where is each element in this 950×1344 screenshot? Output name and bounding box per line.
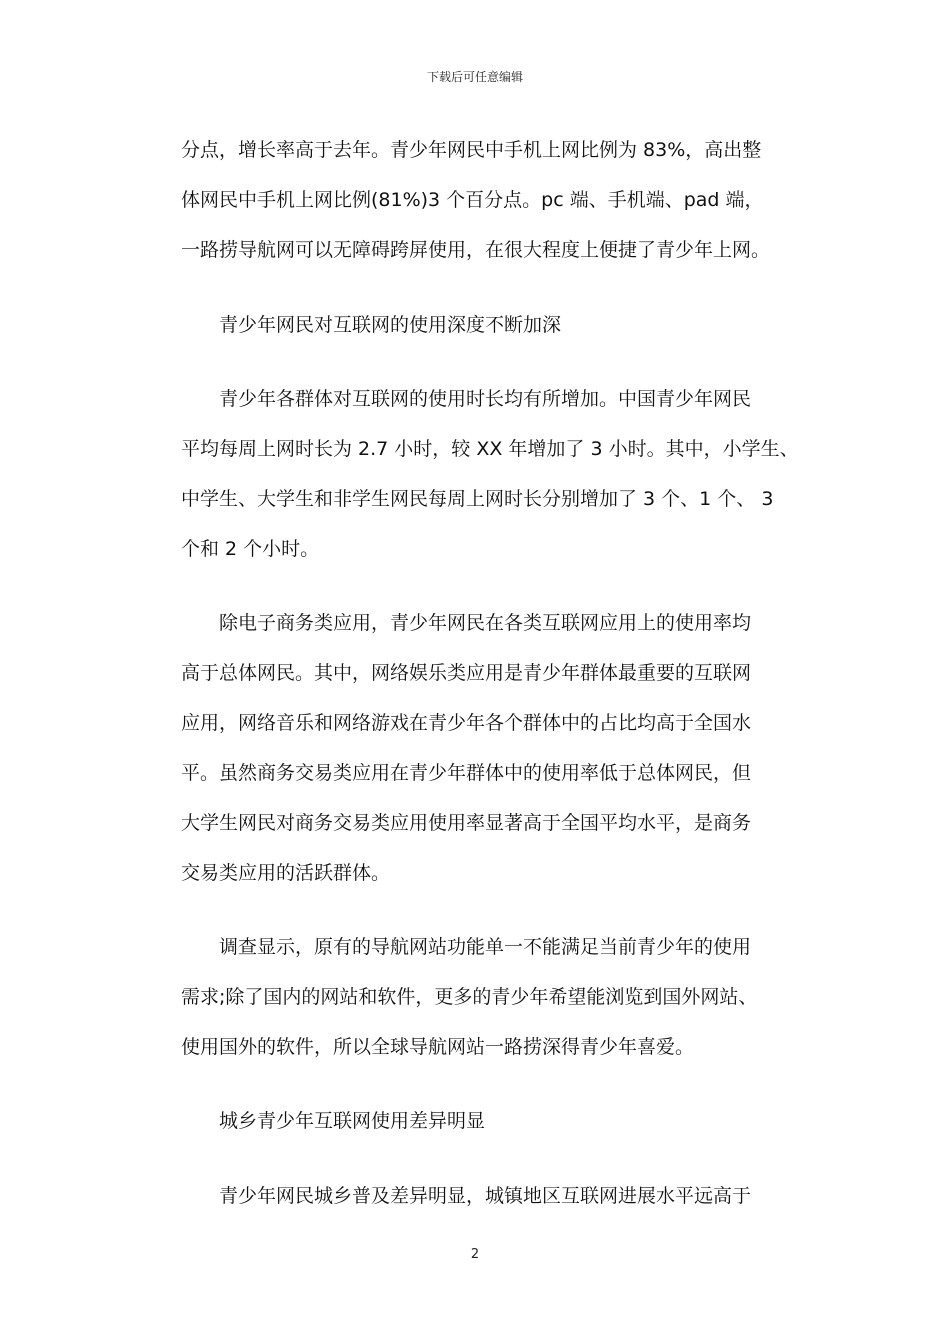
body-line: 平均每周上网时长为 2.7 小时，较 XX 年增加了 3 小时。其中，小学生、	[181, 438, 799, 460]
body-line: 平。虽然商务交易类应用在青少年群体中的使用率低于总体网民，但	[181, 762, 752, 784]
body-line: 分点，增长率高于去年。青少年网民中手机上网比例为 83%，高出整	[181, 139, 762, 161]
body-line: 一路捞导航网可以无障碍跨屏使用，在很大程度上便捷了青少年上网。	[181, 239, 771, 261]
body-line: 调查显示，原有的导航网站功能单一不能满足当前青少年的使用	[219, 936, 752, 958]
body-line: 需求;除了国内的网站和软件，更多的青少年希望能浏览到国外网站、	[181, 986, 758, 1008]
section-heading: 青少年网民对互联网的使用深度不断加深	[219, 314, 562, 336]
section-heading: 城乡青少年互联网使用差异明显	[219, 1110, 486, 1132]
body-line: 青少年网民城乡普及差异明显，城镇地区互联网进展水平远高于	[219, 1185, 752, 1207]
body-line: 除电子商务类应用，青少年网民在各类互联网应用上的使用率均	[219, 612, 752, 634]
page-number: 2	[470, 1247, 480, 1262]
body-line: 中学生、大学生和非学生网民每周上网时长分别增加了 3 个、1 个、 3	[181, 488, 774, 510]
body-line: 应用，网络音乐和网络游戏在青少年各个群体中的占比均高于全国水	[181, 712, 752, 734]
body-line: 高于总体网民。其中，网络娱乐类应用是青少年群体最重要的互联网	[181, 662, 752, 684]
header-note: 下载后可任意编辑	[426, 70, 523, 84]
body-line: 交易类应用的活跃群体。	[181, 862, 391, 884]
body-line: 青少年各群体对互联网的使用时长均有所增加。中国青少年网民	[219, 388, 752, 410]
body-line: 大学生网民对商务交易类应用使用率显著高于全国平均水平，是商务	[181, 812, 752, 834]
body-line: 使用国外的软件，所以全球导航网站一路捞深得青少年喜爱。	[181, 1036, 695, 1058]
body-line: 体网民中手机上网比例(81%)3 个百分点。pc 端、手机端、pad 端，	[181, 189, 764, 211]
body-line: 个和 2 个小时。	[181, 538, 320, 560]
